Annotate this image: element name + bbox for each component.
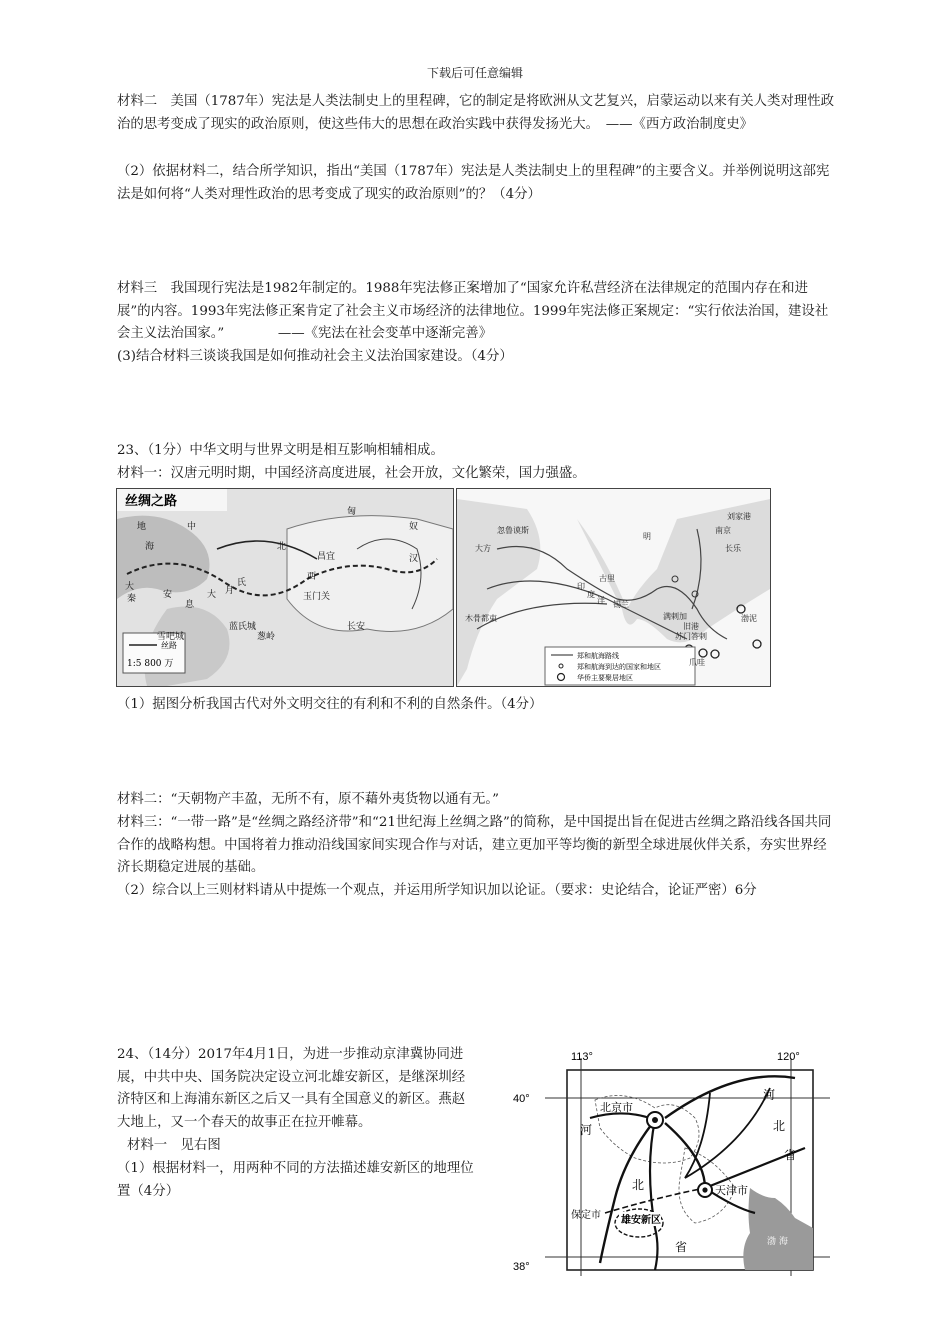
silk-road-label: 葱岭 (257, 632, 276, 642)
silk-road-title: 丝绸之路 (125, 493, 178, 508)
silk-road-label: 中 (187, 522, 197, 532)
silk-road-label: 雪吧城 (157, 632, 185, 642)
silk-road-label: 海 (145, 542, 155, 552)
label-bohai: 渤 海 (767, 1237, 788, 1247)
q23-title: 23、（1分）中华文明与世界文明是相互影响相辅相成。 (117, 443, 444, 458)
q23-question-2: （2）综合以上三则材料请从中提炼一个观点，并运用所学知识加以论证。（要求：史论结合，论证严密）6分 (117, 883, 757, 898)
silk-road-label: 昌宜 (317, 552, 336, 562)
lon-113: 113° (571, 1051, 593, 1063)
q24-question-1: （1）根据材料一，用两种不同的方法描述雄安新区的地理位置（4分） (117, 1161, 474, 1199)
label-bei-left: 北 (632, 1178, 645, 1192)
silk-road-label: 长安 (347, 622, 366, 632)
zh-legend-line: 郑和航海路线 (577, 652, 619, 660)
q24-material-1: 材料一 见右图 (127, 1138, 221, 1153)
question-2: （2）依据材料二，结合所学知识，指出“美国（1787年）宪法是人类法制史上的里程碑”的主要含义。并举例说明这部宪法是如何将“人类对理性政治的思考变成了现实的政治原则”的？（4分） (117, 164, 830, 202)
q23-material-1: 材料一：汉唐元明时期，中国经济高度进展，社会开放，文化繁荣，国力强盛。 (117, 466, 586, 481)
lat-38: 38° (513, 1261, 530, 1273)
label-he-right: 河 (763, 1088, 776, 1102)
xiongan-map (505, 1048, 835, 1278)
q24-text: 24、（14分）2017年4月1日，为进一步推动京津冀协同进展，中共中央、国务院决定设立河北雄安新区，是继深圳经济特区和上海浦东新区之后又一具有全国意义的新区。燕赵大地上，又一个春天的故事正在拉开帷幕。 (117, 1047, 466, 1130)
zheng-he-label: 木骨都束 (465, 614, 497, 623)
label-beijing: 北京市 (600, 1101, 633, 1114)
label-baoding: 保定市 (571, 1210, 601, 1221)
zheng-he-label: 古里 (599, 574, 615, 583)
zheng-he-label: 锡兰 (613, 600, 629, 609)
silk-road-label: 大 (125, 582, 135, 592)
question-3: (3)结合材料三谈谈我国是如何推动社会主义法治国家建设。（4分） (117, 349, 513, 364)
silk-road-label: 汉 (409, 554, 419, 564)
material-2: 材料二 美国（1787年）宪法是人类法制史上的里程碑，它的制定是将欧洲从文艺复兴，启蒙运动以来有关人类对理性政治的思考变成了现实的政治原则，使这些伟大的思想在政治实践中获得发扬光大。 ——《西方政治制度史》 (117, 94, 834, 132)
zheng-he-label: 印 (577, 582, 585, 591)
label-sheng-left: 省 (675, 1240, 688, 1254)
lat-40: 40° (513, 1093, 530, 1105)
silk-road-label: 北 (277, 542, 287, 552)
zheng-he-label: 大方 (475, 544, 491, 553)
silk-road-label: 秦 (127, 594, 137, 604)
q23-material-3: 材料三：“一带一路”是“丝绸之路经济带”和“21世纪海上丝绸之路”的简称，是中国提出旨在促进古丝绸之路沿线各国共同合作的战略构想。中国将着力推动沿线国家间实现合作与对话，建立更加平等均衡的新型全球进展伙伴关系，夯实世界经济长期稳定进展的基础。 (117, 815, 832, 876)
silk-road-label: 奴 (409, 522, 419, 532)
silk-road-label: 西 (307, 572, 317, 582)
zheng-he-label: 南京 (715, 526, 731, 535)
silk-road-legend: 丝路 (161, 641, 177, 650)
zh-legend-small: 郑和航海到达的国家和地区 (577, 663, 661, 671)
zheng-he-label: 满剌加 (663, 612, 687, 621)
silk-road-label: 安 (163, 590, 173, 600)
zheng-he-label: 洋 (597, 596, 605, 605)
label-bei-right: 北 (773, 1119, 786, 1133)
zh-legend-big: 华侨主要聚居地区 (577, 674, 633, 682)
silk-road-label: 大 (207, 590, 217, 600)
silk-road-label: 匈 (347, 507, 357, 517)
zheng-he-map (456, 488, 771, 687)
zheng-he-label: 度 (587, 590, 595, 599)
silk-road-label: 月 (225, 586, 235, 596)
zheng-he-label: 旧港 (683, 622, 699, 631)
silk-road-label: 玉门关 (303, 592, 331, 602)
label-he-left: 河 (580, 1123, 593, 1137)
zheng-he-label: 苏门答剌 (675, 632, 707, 641)
silk-road-label: 蓝氏城 (229, 622, 257, 632)
material-3: 材料三 我国现行宪法是1982年制定的。1988年宪法修正案增加了“国家允许私营经济在法律规定的范围内存在和进展”的内容。1993年宪法修正案肯定了社会主义市场经济的法律地位。1999年宪法修正案规定：“实行依法治国，建设社会主义法治国家。” ——《宪法在社会变革中逐渐完善》 (117, 281, 829, 342)
zheng-he-label: 明 (643, 532, 651, 541)
silk-road-map (116, 488, 454, 687)
silk-road-label: 息 (185, 600, 195, 610)
label-tianjin: 天津市 (715, 1184, 748, 1197)
zheng-he-label: 长乐 (725, 544, 741, 553)
page-header: 下载后可任意编辑 (426, 66, 523, 80)
zheng-he-label: 渤泥 (741, 614, 757, 623)
silk-road-label: 氏 (237, 578, 247, 588)
label-xiongan: 雄安新区 (621, 1215, 661, 1226)
zheng-he-label: 刘家港 (727, 512, 751, 521)
zheng-he-label: 爪哇 (689, 658, 705, 667)
zheng-he-label: 忽鲁谟斯 (497, 526, 529, 535)
label-sheng-right: 省 (784, 1148, 797, 1162)
q23-question-1: （1）据图分析我国古代对外文明交往的有利和不利的自然条件。（4分） (117, 697, 543, 712)
lon-120: 120° (777, 1051, 800, 1063)
q23-material-2: 材料二：“天朝物产丰盈，无所不有，原不藉外夷货物以通有无。” (117, 792, 499, 807)
silk-road-label: 地 (137, 522, 147, 532)
silk-road-scale: 1:5 800 万 (127, 659, 174, 669)
